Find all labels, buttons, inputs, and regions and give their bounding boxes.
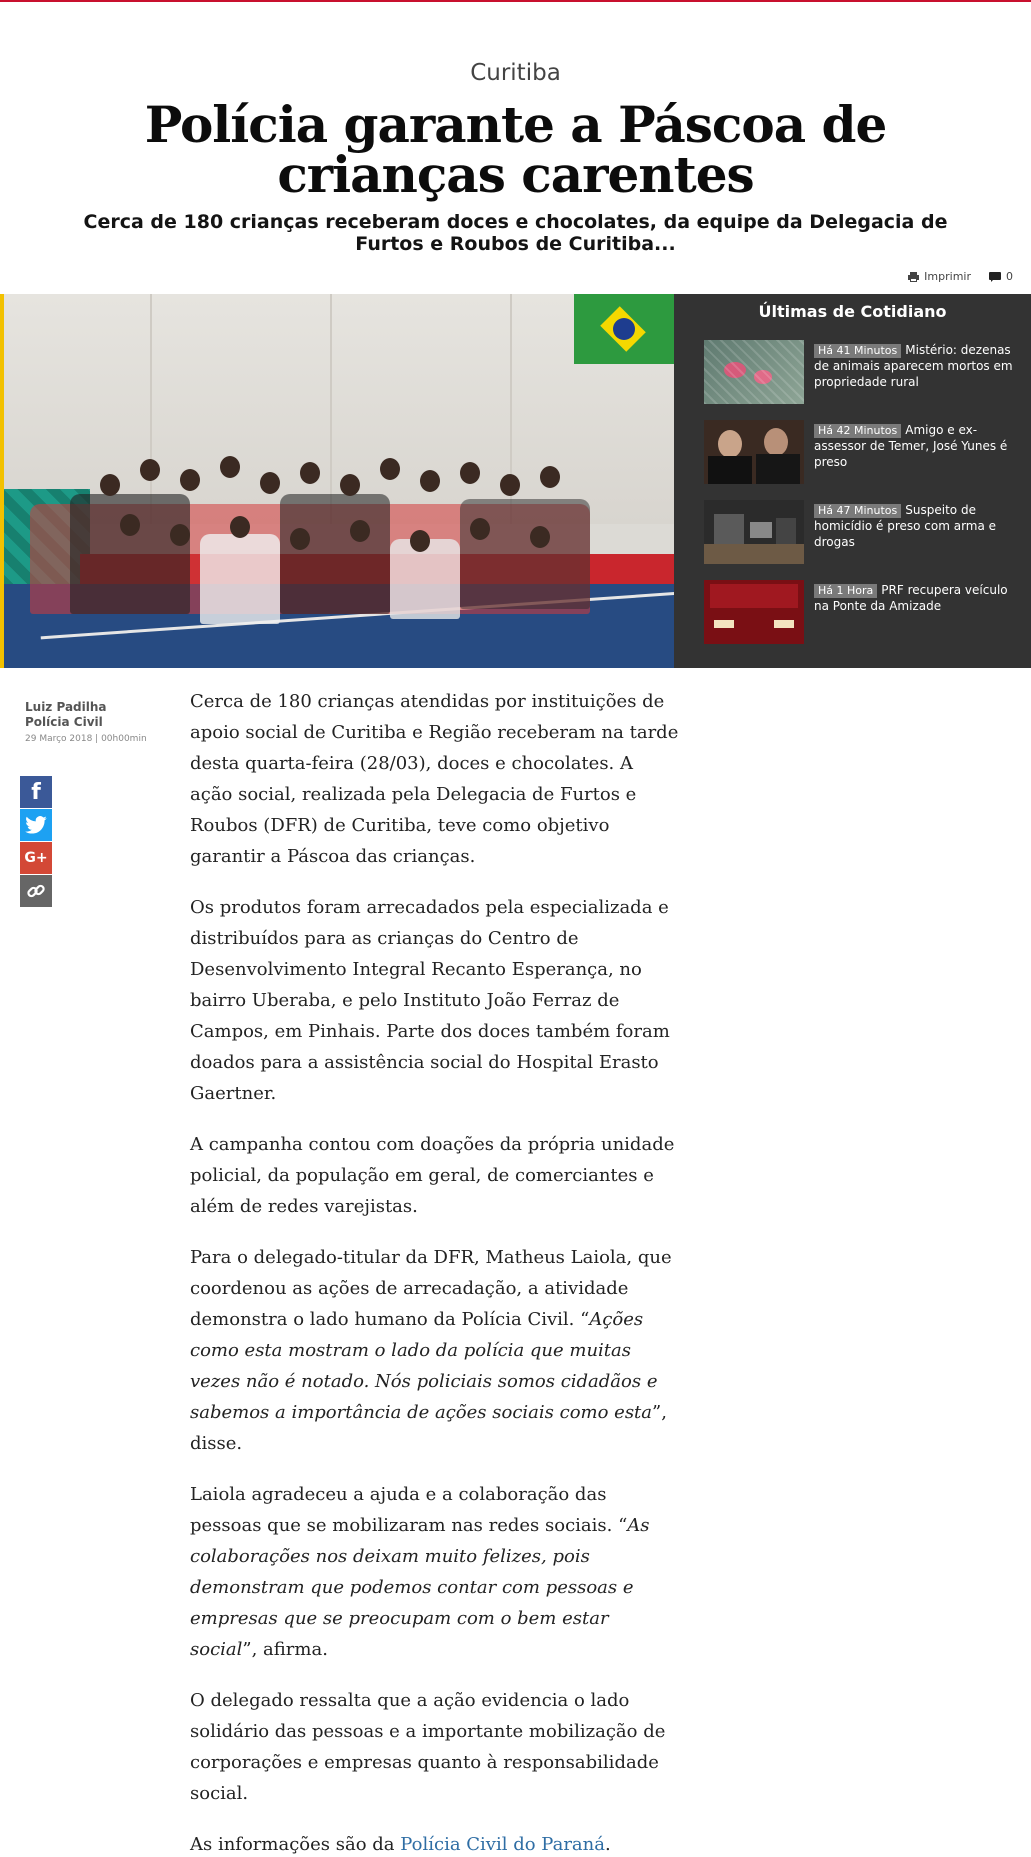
sidebar-news-item[interactable] [704, 500, 1014, 564]
news-title: PRF recupera veículo na Ponte da Amizade [814, 583, 1008, 613]
quote-text: Ações como esta mostram o lado da polícia que muitas vezes não é notado. Nós policiais somos cidadãos e sabemos a importância de ações sociais como esta [190, 1309, 658, 1423]
page-title: Polícia garante a Páscoa de crianças carentes [144, 95, 887, 204]
news-title: Amigo e ex-assessor de Temer, José Yunes é preso [814, 423, 1008, 469]
article-paragraph: Cerca de 180 crianças atendidas por instituições de apoio social de Curitiba e Região receberam na tarde desta quarta-feira (28/03), doces e chocolates. A ação social, realizada pela Delegacia de Furtos e Roubos (DFR) de Curitiba, teve como objetivo garantir a Páscoa das crianças. [190, 691, 679, 867]
time-badge: Há 47 Minutos [814, 504, 901, 518]
byline [25, 700, 147, 744]
group-of-children [30, 444, 650, 644]
news-thumbnail [704, 340, 804, 404]
google-plus-icon: G+ [24, 850, 48, 866]
top-accent-bar [0, 0, 1031, 2]
hero-accent-bar [0, 294, 4, 668]
paragraph-text: . [604, 1834, 611, 1855]
sidebar-news-item[interactable] [704, 340, 1014, 404]
print-label: Imprimir [924, 270, 971, 283]
facebook-icon: f [31, 779, 41, 805]
author-name[interactable]: Luiz Padilha [25, 700, 107, 714]
google-plus-share-button[interactable] [20, 842, 52, 874]
article-paragraph [190, 1829, 680, 1857]
subheadline: Cerca de 180 crianças receberam doces e chocolates, da equipe da Delegacia de Furtos e Roubos de Curitiba... [83, 211, 948, 255]
link-icon [26, 881, 46, 901]
author-organization: Polícia Civil [25, 715, 103, 729]
latest-news-sidebar [674, 294, 1031, 668]
brazil-flag [574, 294, 674, 364]
article-paragraph: O delegado ressalta que a ação evidencia o lado solidário das pessoas e a importante mobilização de corporações e empresas quanto à responsabilidade social. [190, 1690, 666, 1804]
article-paragraph [190, 1242, 680, 1459]
source-link[interactable]: Polícia Civil do Paraná [400, 1834, 605, 1855]
article-photo [0, 294, 674, 668]
news-thumbnail [704, 500, 804, 564]
twitter-icon [25, 816, 47, 834]
quote-text: As colaborações nos deixam muito felizes, pois demonstram que podemos contar com pessoas e empresas que se preocupam com o bem estar social [190, 1515, 650, 1660]
article-tools [908, 270, 1013, 283]
time-badge: Há 41 Minutos [814, 344, 901, 358]
time-badge: Há 42 Minutos [814, 424, 901, 438]
print-icon [908, 272, 919, 282]
time-badge: Há 1 Hora [814, 584, 877, 598]
paragraph-text: Laiola agradeceu a ajuda e a colaboração das pessoas que se mobilizaram nas redes sociais. “ [190, 1484, 628, 1536]
article-body [190, 686, 680, 1857]
comments-button[interactable] [989, 270, 1013, 283]
paragraph-text: ”, afirma. [242, 1639, 328, 1660]
paragraph-text: Para o delegado-titular da DFR, Matheus Laiola, que coordenou as ações de arrecadação, a atividade demonstra o lado humano da Polícia Civil. “ [190, 1247, 672, 1330]
share-buttons [20, 776, 52, 908]
paragraph-text: ”, disse. [190, 1402, 667, 1454]
article-paragraph [190, 1479, 680, 1665]
article-paragraph: A campanha contou com doações da própria unidade policial, da população em geral, de comerciantes e além de redes varejistas. [190, 1134, 675, 1217]
print-button[interactable] [908, 270, 971, 283]
sidebar-news-item[interactable] [704, 420, 1014, 484]
sidebar-title: Últimas de Cotidiano [758, 302, 947, 321]
hero-section [0, 294, 1031, 668]
twitter-share-button[interactable] [20, 809, 52, 841]
news-title: Suspeito de homicídio é preso com arma e drogas [814, 503, 997, 549]
paragraph-text: As informações são da [190, 1834, 401, 1855]
publish-date: 29 Março 2018 | 00h00min [25, 734, 147, 744]
sidebar-news-item[interactable] [704, 580, 1014, 644]
comment-icon [989, 272, 1001, 282]
comment-count: 0 [1006, 270, 1013, 283]
news-title: Mistério: dezenas de animais aparecem mortos em propriedade rural [814, 343, 1013, 389]
section-label[interactable]: Curitiba [470, 60, 561, 86]
news-thumbnail [704, 580, 804, 644]
copy-link-button[interactable] [20, 875, 52, 907]
facebook-share-button[interactable] [20, 776, 52, 808]
news-thumbnail [704, 420, 804, 484]
article-paragraph: Os produtos foram arrecadados pela especializada e distribuídos para as crianças do Centro de Desenvolvimento Integral Recanto Esperança, no bairro Uberaba, e pelo Instituto João Ferraz de Campos, em Pinhais. Parte dos doces também foram doados para a assistência social do Hospital Erasto Gaertner. [190, 897, 670, 1104]
